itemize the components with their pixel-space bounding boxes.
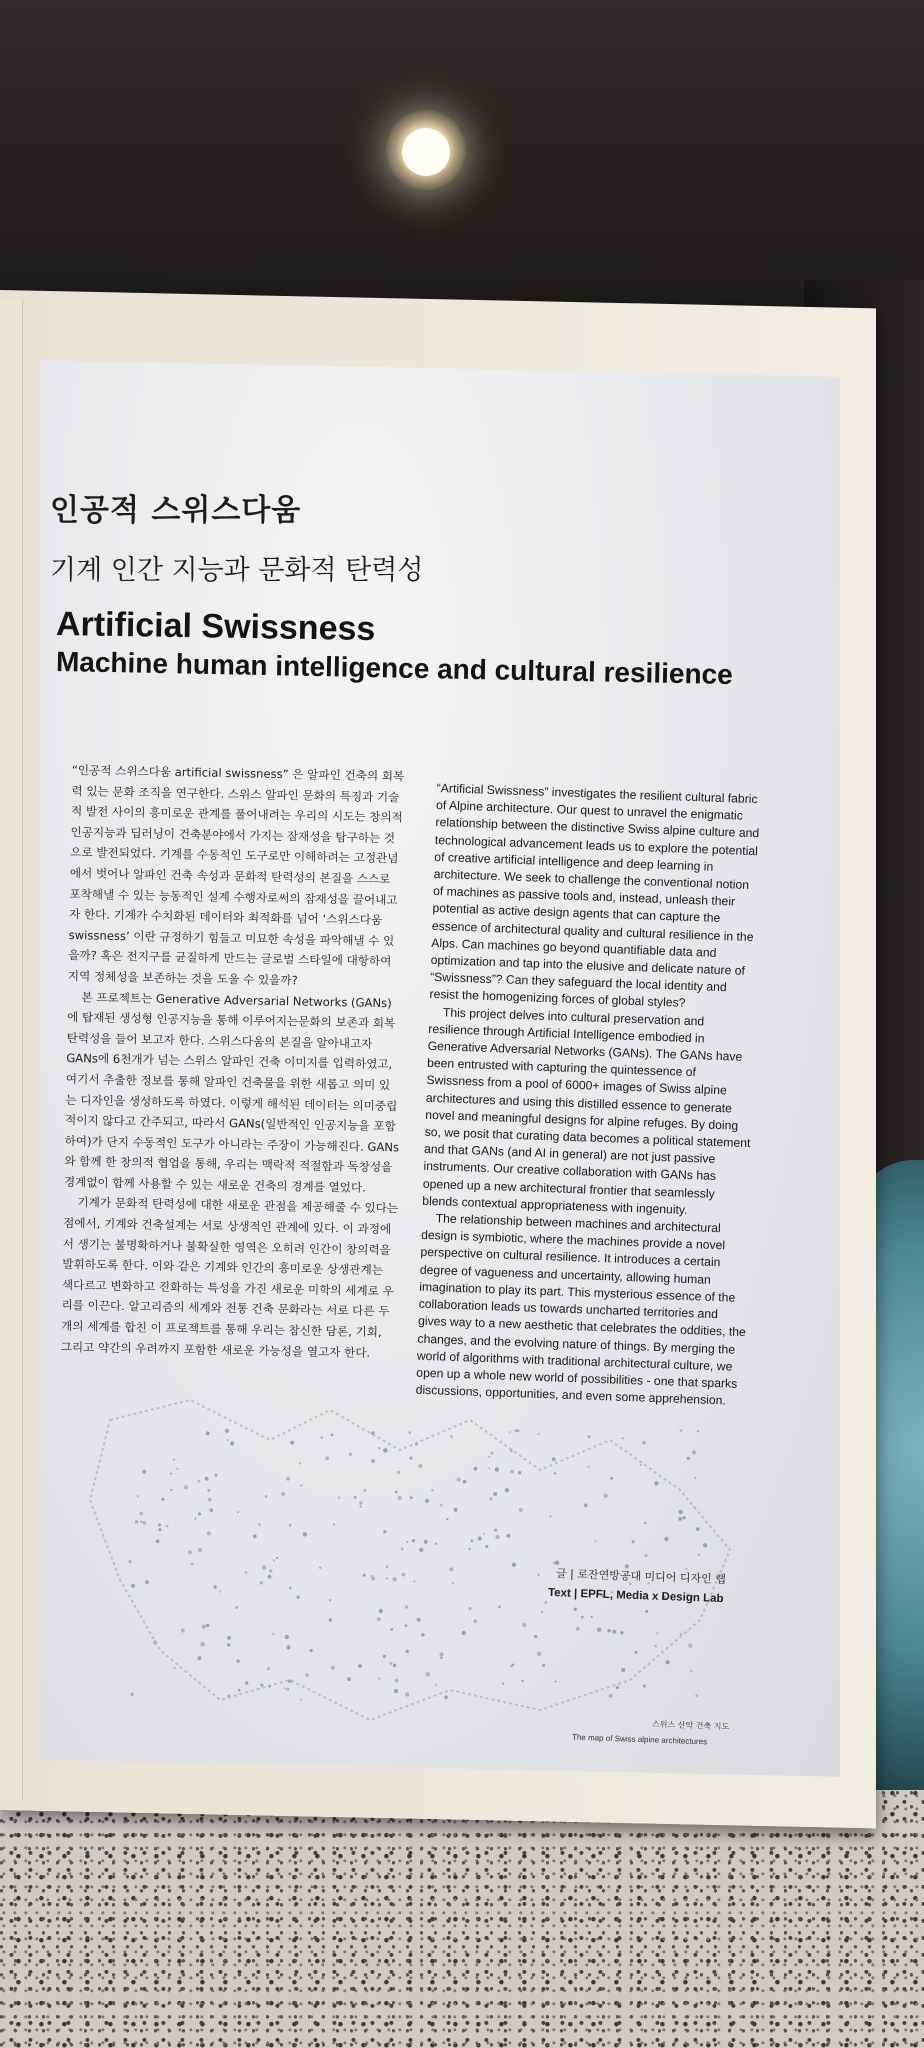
english-paragraph: This project delves into cultural preservation and resilience through Artificial Intelligence embodied in Generative Adversarial Networks (GANs). The GANs have been entrusted with capturing the quintessence of Swissness from a pool of 6000+ images of Swiss alpine architectures and using this distilled essence to generate novel and meaningful designs for alpine refuges. By doing so, we posit that curating data becomes a political statement and that GANs (and AI in general) are not just passive instruments. Our creative collaboration with GANs has opened up a new architectural frontier that seamlessly blends contextual appropriateness with ingenuity.	[422, 1004, 751, 1217]
english-paragraph: The relationship between machines and architectural design is symbiotic, where the machines provide a novel perspective on cultural resilience. It introduces a certain degree of vagueness and uncertainty, allowing human imagination to play its part. This mysterious essence of the collaboration leads us towards uncharted territories and gives way to a new aesthetic that celebrates the oddities, the changes, and the evolving nature of things. By merging the world of algorithms with traditional architectural culture, we open up a whole new world of possibilities - one that sparks discussions, opportunities, and even some apprehension.	[415, 1211, 747, 1408]
credit-korean: 글 | 로잔연방공대 미디어 디자인 랩	[555, 1567, 727, 1586]
english-text-column	[415, 780, 764, 1410]
map-caption-korean: 스위스 산악 건축 지도	[651, 1719, 730, 1732]
korean-paragraph: “인공적 스위스다움 artificial swissness” 은 알파인 건축의 회복력 있는 문화 조직을 연구한다. 스위스 알파인 문화의 특징과 기술적 발전 사이의 흥미로운 관계를 풀어내려는 우리의 시도는 창의적 인공지능과 딥러닝이 건축분야에서 가지는 잠재성을 탐구하는 것으로 발전되었다. 기계를 수동적인 도구로만 이해하려는 고정관념에서 벗어나 알파인 건축 속성과 문화적 탄력성의 본질을 스스로 포착해낼 수 있는 능동적인 설계 수행자로써의 잠재성을 끌어내고자 한다. 기계가 수치화된 데이터와 최적화를 넘어 ‘스위스다움 swissness’ 이란 규정하기 힘들고 미묘한 속성을 파악해낼 수 있을까? 혹은 전지구를 균질하게 만드는 글로벌 스타일에 대항하여 지역 정체성을 보존하는 것을 도울 수 있을까?	[67, 762, 405, 988]
english-subtitle: Machine human intelligence and cultural resilience	[55, 646, 734, 690]
korean-subtitle: 기계 인간 지능과 문화적 탄력성	[50, 555, 424, 586]
korean-text-column	[61, 760, 407, 1364]
korean-title: 인공적 스위스다움	[50, 493, 302, 528]
credit-english: Text | EPFL, Media x Design Lab	[547, 1586, 724, 1606]
korean-paragraph: 본 프로젝트는 Generative Adversarial Networks (GANs)에 탑재된 생성형 인공지능을 통해 이루어지는문화의 보존과 회복탄력성을 들어 보고자 한다. 스위스다움의 본질을 알아내고자 GANs에 6천개가 넘는 스위스 알파인 건축 이미지를 입력하였고, 여기서 추출한 정보를 통해 알파인 건축물을 위한 새롭고 의미 있는 디자인을 생성하도록 하였다. 이렇게 해석된 데이터는 의미중립적이지 않다고 간주되고, 따라서 GANs(일반적인 인공지능을 포함하여)가 단지 수동적인 도구가 아니라는 주장이 가능해진다. GANs와 함께 한 창의적 협업을 통해, 우리는 맥락적 적절함과 독창성을 경계없이 합께 사용할 수 있는 새로운 건축의 경계를 열었다.	[63, 989, 400, 1195]
korean-paragraph: 기계가 문화적 탄력성에 대한 새로운 관점을 제공해줄 수 있다는 점에서, 기계와 건축설계는 서로 상생적인 관계에 있다. 이 과정에서 생기는 불명확하거나 불확실한 영역은 오히려 인간이 창의력을 발휘하도록 한다. 이와 같은 기계와 인간의 흥미로운 상생관계는 색다르고 변화하고 진화하는 특성을 가진 새로운 미학의 세계로 우리를 이끈다. 알고리즘의 세계와 전통 건축 문화라는 서로 다른 두개의 세계를 합친 이 프로젝트를 통해 우리는 참신한 담론, 기회, 그리고 약간의 우려까지 포함한 새로운 가능성을 열고자 한다.	[60, 1195, 399, 1360]
english-paragraph: “Artificial Swissness” investigates the resilient cultural fabric of Alpine architecture. Our quest to unravel the enigmatic relationship between the distinctive Swiss alpine culture and technological advancement leads us to explore the potential of creative artificial intelligence and deep learning in architecture. We seek to challenge the conventional notion of machines as passive tools and, instead, unleash their potential as active design agents that can capture the essence of architectural quality and cultural resilience in the Alps. Can machines go beyond quantifiable data and optimization and tap into the elusive and delicate nature of “Swissness”? Can they safeguard the local identity and resist the homogenizing forces of global styles?	[429, 780, 760, 1011]
map-caption-english: The map of Swiss alpine architectures	[571, 1732, 708, 1747]
english-title: Artificial Swissness	[55, 605, 376, 649]
